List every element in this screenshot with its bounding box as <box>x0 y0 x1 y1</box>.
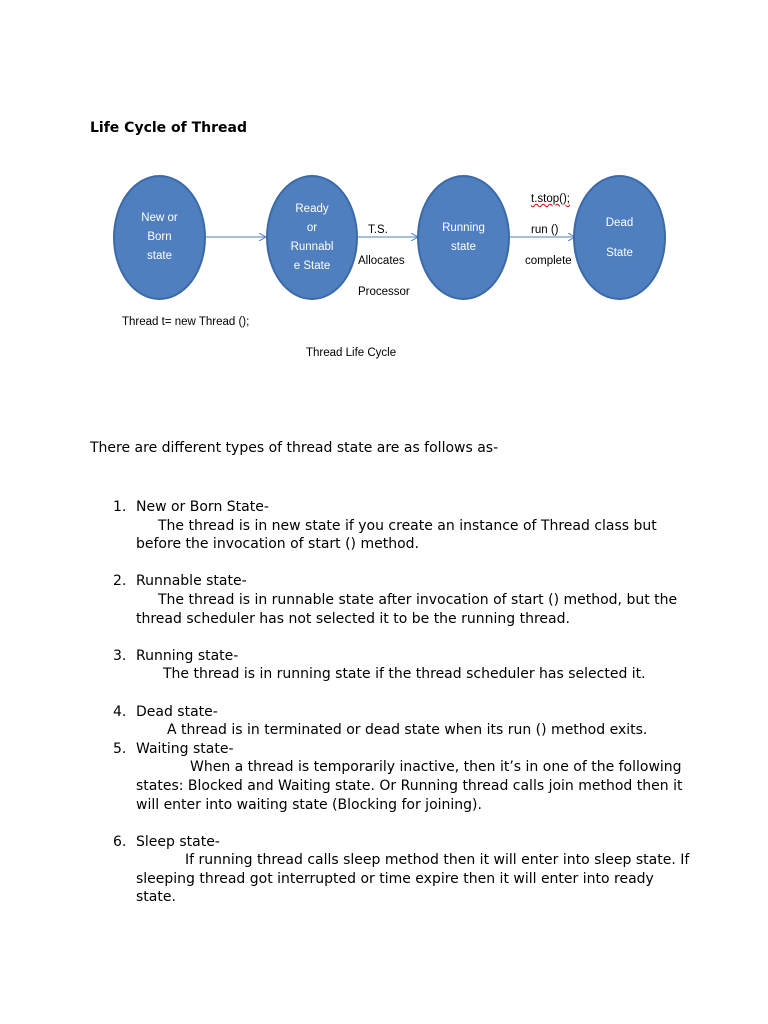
thread-states-list <box>90 498 690 907</box>
intro-text: There are different types of thread state are as follows as- <box>90 440 499 456</box>
list-number: 2. <box>113 573 127 590</box>
list-number: 5. <box>113 740 127 757</box>
label-processor: Processor <box>358 286 410 298</box>
node-running-line-1: Running <box>442 221 485 234</box>
node-new-line-3: state <box>147 250 172 262</box>
label-ts: T.S. <box>368 224 388 236</box>
label-stop: t.stop(); <box>531 193 570 205</box>
list-heading: Waiting state- <box>136 740 234 757</box>
list-item <box>90 740 690 814</box>
node-running-line-2: state <box>451 240 476 253</box>
list-item <box>90 647 690 684</box>
label-thread-new: Thread t= new Thread (); <box>122 316 250 328</box>
node-new-line-1: New or <box>141 212 178 224</box>
list-number: 4. <box>113 703 127 720</box>
list-item <box>90 572 690 628</box>
list-heading: Sleep state- <box>136 833 220 850</box>
label-run: run () <box>531 224 559 236</box>
diagram-caption: Thread Life Cycle <box>306 347 397 359</box>
node-ready-line-1: Ready <box>295 202 329 215</box>
list-heading: New or Born State- <box>136 499 269 515</box>
list-description: If running thread calls sleep method then it will enter into sleep state. If sleeping thread got interrupted or time expire then it will enter into ready state. <box>136 852 690 906</box>
list-number: 6. <box>113 833 127 850</box>
node-ready-line-3: Runnabl <box>290 240 334 253</box>
list-item <box>90 703 690 740</box>
label-allocates: Allocates <box>358 255 405 267</box>
node-running <box>417 175 510 300</box>
node-ready-runnable <box>266 175 358 300</box>
list-item <box>90 498 690 554</box>
node-dead-line-2: State <box>606 246 633 259</box>
list-heading: Runnable state- <box>136 573 247 590</box>
list-description: When a thread is temporarily inactive, then it’s in one of the following states: Blocked and Waiting state. Or Running thread calls join method then it will enter into waiting state (Blocking for joining). <box>136 759 683 813</box>
list-description: The thread is in new state if you create an instance of Thread class but before the invocation of start () method. <box>136 517 657 553</box>
node-new-born <box>113 175 206 300</box>
list-description: The thread is in runnable state after invocation of start () method, but the thread scheduler has not selected it to be the running thread. <box>136 591 678 627</box>
page-title: Life Cycle of Thread <box>90 120 248 136</box>
node-dead-line-1: Dead <box>605 216 634 229</box>
list-number: 3. <box>113 647 127 664</box>
list-heading: Running state- <box>136 647 239 664</box>
label-complete: complete <box>525 255 572 267</box>
node-ready-line-4: e State <box>293 259 331 272</box>
node-dead <box>573 175 666 300</box>
list-description: The thread is in running state if the thread scheduler has selected it. <box>163 666 646 683</box>
list-heading: Dead state- <box>136 703 218 720</box>
node-new-line-2: Born <box>147 231 172 243</box>
list-description: A thread is in terminated or dead state when its run () method exits. <box>167 722 648 739</box>
list-item <box>90 833 690 907</box>
list-number: 1. <box>113 499 127 515</box>
node-ready-line-2: or <box>306 221 318 234</box>
